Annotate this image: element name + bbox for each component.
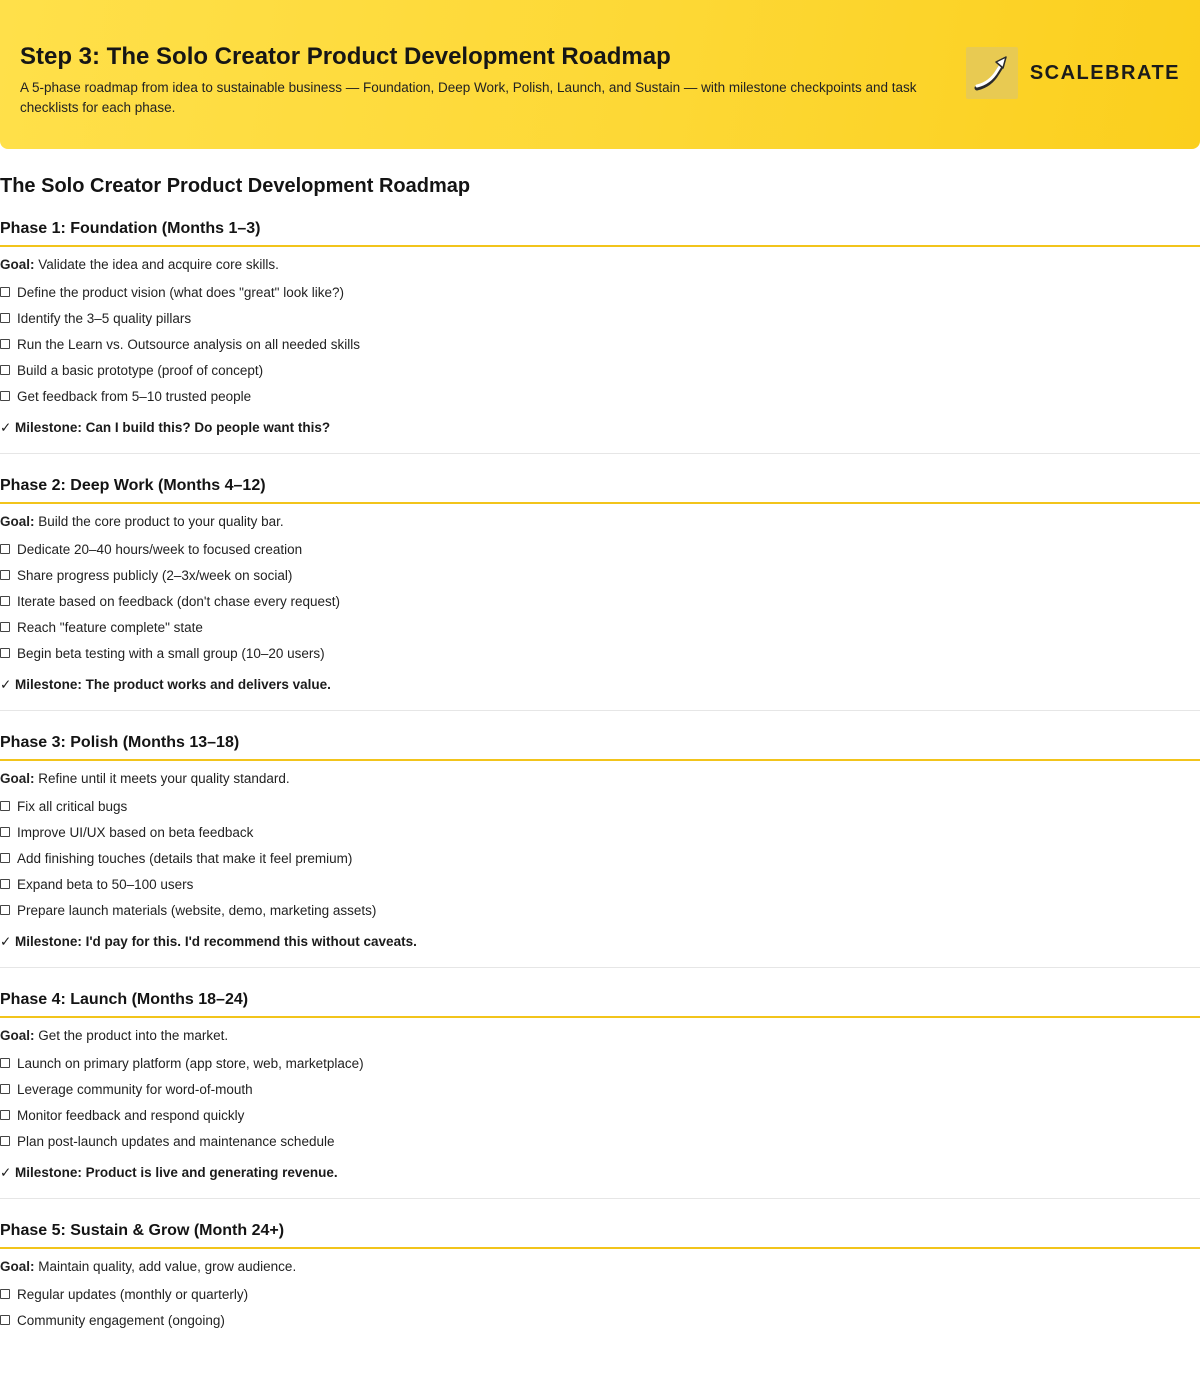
task-checkbox[interactable] (0, 1058, 10, 1068)
task-label: Launch on primary platform (app store, web, marketplace) (17, 1055, 364, 1071)
goal-label: Goal: (0, 514, 35, 529)
milestone-text: Can I build this? Do people want this? (85, 420, 331, 435)
roadmap-content (0, 149, 1200, 1349)
task-item (0, 1128, 1200, 1154)
task-item (0, 640, 1200, 666)
page-title: The Solo Creator Product Development Roadmap (0, 175, 471, 197)
task-label: Get feedback from 5–10 trusted people (17, 388, 252, 404)
task-checkbox[interactable] (0, 1136, 10, 1146)
task-checkbox[interactable] (0, 1289, 10, 1299)
task-label: Reach "feature complete" state (17, 619, 203, 635)
task-item (0, 279, 1200, 305)
task-label: Community engagement (ongoing) (17, 1312, 225, 1328)
task-list (0, 536, 1200, 666)
task-label: Add finishing touches (details that make it feel premium) (17, 850, 353, 866)
task-item (0, 1307, 1200, 1333)
task-label: Build a basic prototype (proof of concept) (17, 362, 264, 378)
phase-milestone (0, 1164, 1200, 1182)
header-banner (0, 0, 1200, 149)
goal-label: Goal: (0, 1259, 35, 1274)
milestone-prefix: ✓ Milestone: (0, 677, 82, 692)
task-item (0, 562, 1200, 588)
task-label: Leverage community for word-of-mouth (17, 1081, 253, 1097)
task-item (0, 357, 1200, 383)
goal-text: Get the product into the market. (38, 1028, 229, 1043)
goal-label: Goal: (0, 257, 35, 272)
task-item (0, 845, 1200, 871)
phase-1 (0, 198, 1200, 454)
phase-goal (0, 256, 1200, 273)
milestone-prefix: ✓ Milestone: (0, 934, 82, 949)
task-list (0, 279, 1200, 409)
task-item (0, 871, 1200, 897)
task-label: Dedicate 20–40 hours/week to focused creation (17, 541, 303, 557)
goal-text: Validate the idea and acquire core skills. (38, 257, 279, 272)
task-checkbox[interactable] (0, 339, 10, 349)
goal-text: Build the core product to your quality bar. (38, 514, 284, 529)
brand-name: SCALEBRATE (1029, 61, 1180, 84)
task-label: Iterate based on feedback (don't chase every request) (17, 593, 341, 609)
task-item (0, 331, 1200, 357)
task-item (0, 588, 1200, 614)
banner-title: Step 3: The Solo Creator Product Development Roadmap (20, 43, 671, 70)
task-checkbox[interactable] (0, 827, 10, 837)
task-checkbox[interactable] (0, 391, 10, 401)
task-label: Expand beta to 50–100 users (17, 876, 194, 892)
phase-goal (0, 1258, 1200, 1275)
task-checkbox[interactable] (0, 1110, 10, 1120)
task-list (0, 1050, 1200, 1154)
task-item (0, 819, 1200, 845)
phase-title: Phase 3: Polish (Months 13–18) (0, 711, 1200, 761)
milestone-prefix: ✓ Milestone: (0, 420, 82, 435)
goal-label: Goal: (0, 771, 35, 786)
task-checkbox[interactable] (0, 648, 10, 658)
task-label: Begin beta testing with a small group (10–20 users) (17, 645, 325, 661)
task-checkbox[interactable] (0, 1315, 10, 1325)
task-checkbox[interactable] (0, 879, 10, 889)
task-checkbox[interactable] (0, 1084, 10, 1094)
task-checkbox[interactable] (0, 313, 10, 323)
milestone-text: The product works and delivers value. (85, 677, 331, 692)
task-item (0, 1281, 1200, 1307)
rising-arrow-icon (966, 47, 1018, 99)
task-checkbox[interactable] (0, 544, 10, 554)
phase-3 (0, 711, 1200, 968)
phase-4 (0, 968, 1200, 1199)
task-label: Identify the 3–5 quality pillars (17, 310, 192, 326)
task-item (0, 305, 1200, 331)
milestone-text: Product is live and generating revenue. (85, 1165, 338, 1180)
task-item (0, 1102, 1200, 1128)
task-item (0, 614, 1200, 640)
task-label: Define the product vision (what does "great" look like?) (17, 284, 345, 300)
task-list (0, 1281, 1200, 1333)
phase-milestone (0, 933, 1200, 951)
task-label: Fix all critical bugs (17, 798, 128, 814)
task-label: Share progress publicly (2–3x/week on social) (17, 567, 293, 583)
task-list (0, 793, 1200, 923)
phase-milestone (0, 419, 1200, 437)
task-checkbox[interactable] (0, 853, 10, 863)
phase-goal (0, 770, 1200, 787)
task-label: Improve UI/UX based on beta feedback (17, 824, 254, 840)
task-label: Plan post-launch updates and maintenance schedule (17, 1133, 335, 1149)
task-label: Prepare launch materials (website, demo, marketing assets) (17, 902, 377, 918)
task-item (0, 1050, 1200, 1076)
goal-text: Refine until it meets your quality standard. (38, 771, 290, 786)
phase-2 (0, 454, 1200, 711)
milestone-text: I'd pay for this. I'd recommend this without caveats. (85, 934, 417, 949)
task-checkbox[interactable] (0, 570, 10, 580)
phase-goal (0, 513, 1200, 530)
task-label: Monitor feedback and respond quickly (17, 1107, 245, 1123)
task-checkbox[interactable] (0, 905, 10, 915)
task-item (0, 897, 1200, 923)
goal-label: Goal: (0, 1028, 35, 1043)
goal-text: Maintain quality, add value, grow audience. (38, 1259, 297, 1274)
brand (966, 47, 1180, 99)
milestone-prefix: ✓ Milestone: (0, 1165, 82, 1180)
phase-milestone (0, 676, 1200, 694)
phase-title: Phase 1: Foundation (Months 1–3) (0, 198, 1200, 247)
banner-description: A 5-phase roadmap from idea to sustainable business — Foundation, Deep Work, Polish, Launch, and Sustain — with milestone checkpoints and task checklists for each phase. (20, 80, 917, 115)
task-item (0, 383, 1200, 409)
task-checkbox[interactable] (0, 365, 10, 375)
task-checkbox[interactable] (0, 287, 10, 297)
task-checkbox[interactable] (0, 622, 10, 632)
task-label: Regular updates (monthly or quarterly) (17, 1286, 249, 1302)
task-item (0, 793, 1200, 819)
task-checkbox[interactable] (0, 801, 10, 811)
task-checkbox[interactable] (0, 596, 10, 606)
phase-title: Phase 5: Sustain & Grow (Month 24+) (0, 1199, 1200, 1249)
phase-title: Phase 4: Launch (Months 18–24) (0, 968, 1200, 1018)
task-label: Run the Learn vs. Outsource analysis on all needed skills (17, 336, 360, 352)
task-item (0, 536, 1200, 562)
phase-title: Phase 2: Deep Work (Months 4–12) (0, 454, 1200, 504)
phase-goal (0, 1027, 1200, 1044)
task-item (0, 1076, 1200, 1102)
phase-5 (0, 1199, 1200, 1349)
